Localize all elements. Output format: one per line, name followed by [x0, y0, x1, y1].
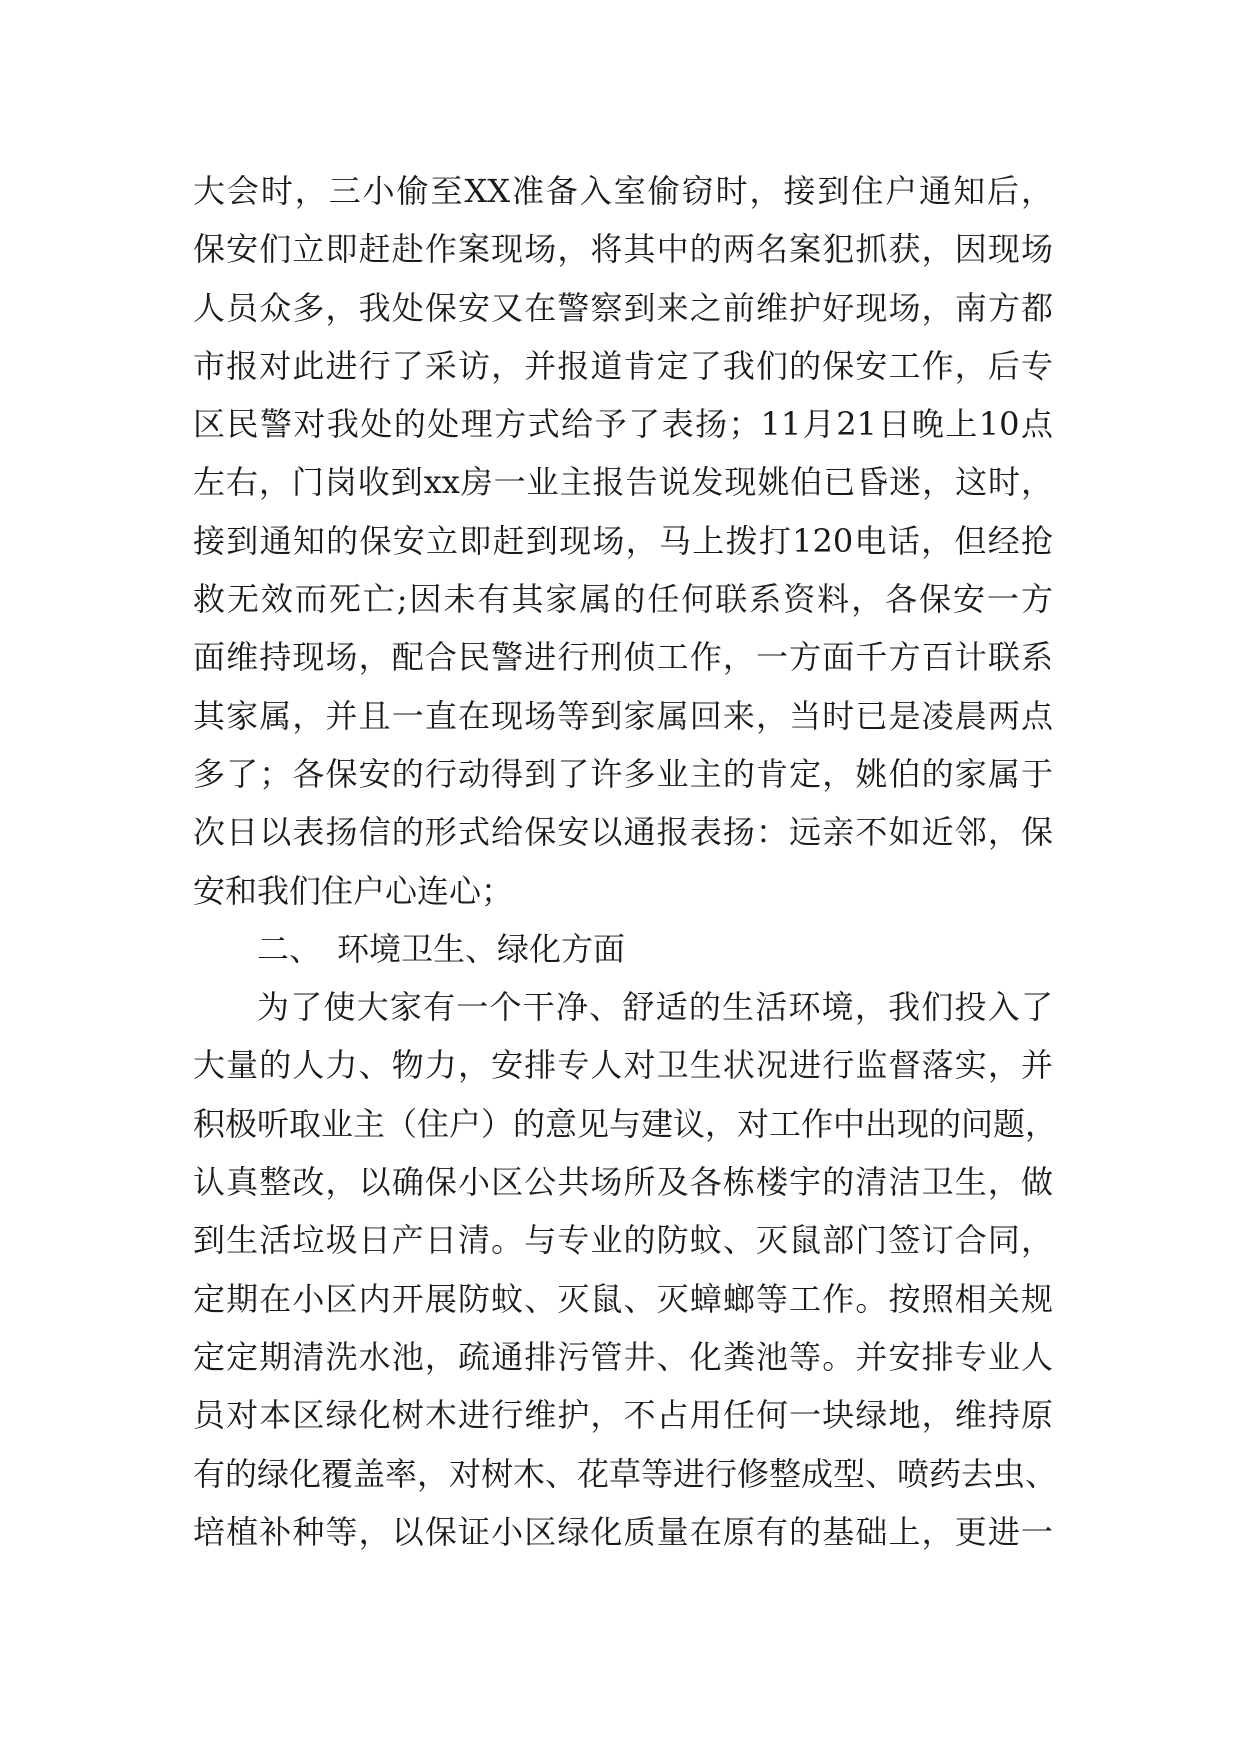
- text-line: 接到通知的保安立即赶到现场，马上拨打120电话，但经抢: [193, 521, 1053, 560]
- paragraph-first-line: 为了使大家有一个干净、舒适的生活环境，我们投入了: [257, 988, 1053, 1027]
- section-heading: 二、 环境卫生、绿化方面: [257, 929, 626, 968]
- text-line: 保安们立即赶赴作案现场，将其中的两名案犯抓获，因现场: [193, 230, 1053, 269]
- text-line: 有的绿化覆盖率，对树木、花草等进行修整成型、喷药去虫、: [193, 1454, 1058, 1493]
- text-line: 左右，门岗收到xx房一业主报告说发现姚伯已昏迷，这时，: [193, 463, 1053, 502]
- text-line: 救无效而死亡;因未有其家属的任何联系资料，各保安一方: [193, 580, 1053, 619]
- text-line: 安和我们住户心连心；: [193, 871, 514, 910]
- text-line: 人员众多，我处保安又在警察到来之前维护好现场，南方都: [193, 288, 1053, 327]
- text-line: 培植补种等，以保证小区绿化质量在原有的基础上，更进一: [193, 1512, 1053, 1551]
- text-line: 面维持现场，配合民警进行刑侦工作，一方面千方百计联系: [193, 638, 1053, 677]
- text-line: 区民警对我处的处理方式给予了表扬；11月21日晚上10点: [193, 405, 1053, 444]
- text-line: 多了；各保安的行动得到了许多业主的肯定，姚伯的家属于: [193, 754, 1053, 793]
- text-line: 定期在小区内开展防蚊、灭鼠、灭蟑螂等工作。按照相关规: [193, 1279, 1053, 1318]
- text-line: 市报对此进行了采访，并报道肯定了我们的保安工作，后专: [193, 346, 1053, 385]
- text-line: 认真整改，以确保小区公共场所及各栋楼宇的清洁卫生，做: [193, 1163, 1053, 1202]
- text-line: 大会时，三小偷至XX准备入室偷窃时，接到住户通知后，: [193, 172, 1053, 210]
- text-line: 其家属，并且一直在现场等到家属回来，当时已是凌晨两点: [193, 696, 1053, 735]
- text-line: 大量的人力、物力，安排专人对卫生状况进行监督落实，并: [193, 1046, 1053, 1085]
- text-line: 定定期清洗水池，疏通排污管井、化粪池等。并安排专业人: [193, 1337, 1053, 1376]
- text-line: 员对本区绿化树木进行维护，不占用任何一块绿地，维持原: [193, 1396, 1053, 1435]
- text-line: 到生活垃圾日产日清。与专业的防蚊、灭鼠部门签订合同，: [193, 1221, 1053, 1260]
- text-line: 次日以表扬信的形式给保安以通报表扬：远亲不如近邻，保: [193, 813, 1053, 852]
- body-text: [193, 162, 1058, 1561]
- text-line: 积极听取业主（住户）的意见与建议，对工作中出现的问题，: [193, 1104, 1058, 1143]
